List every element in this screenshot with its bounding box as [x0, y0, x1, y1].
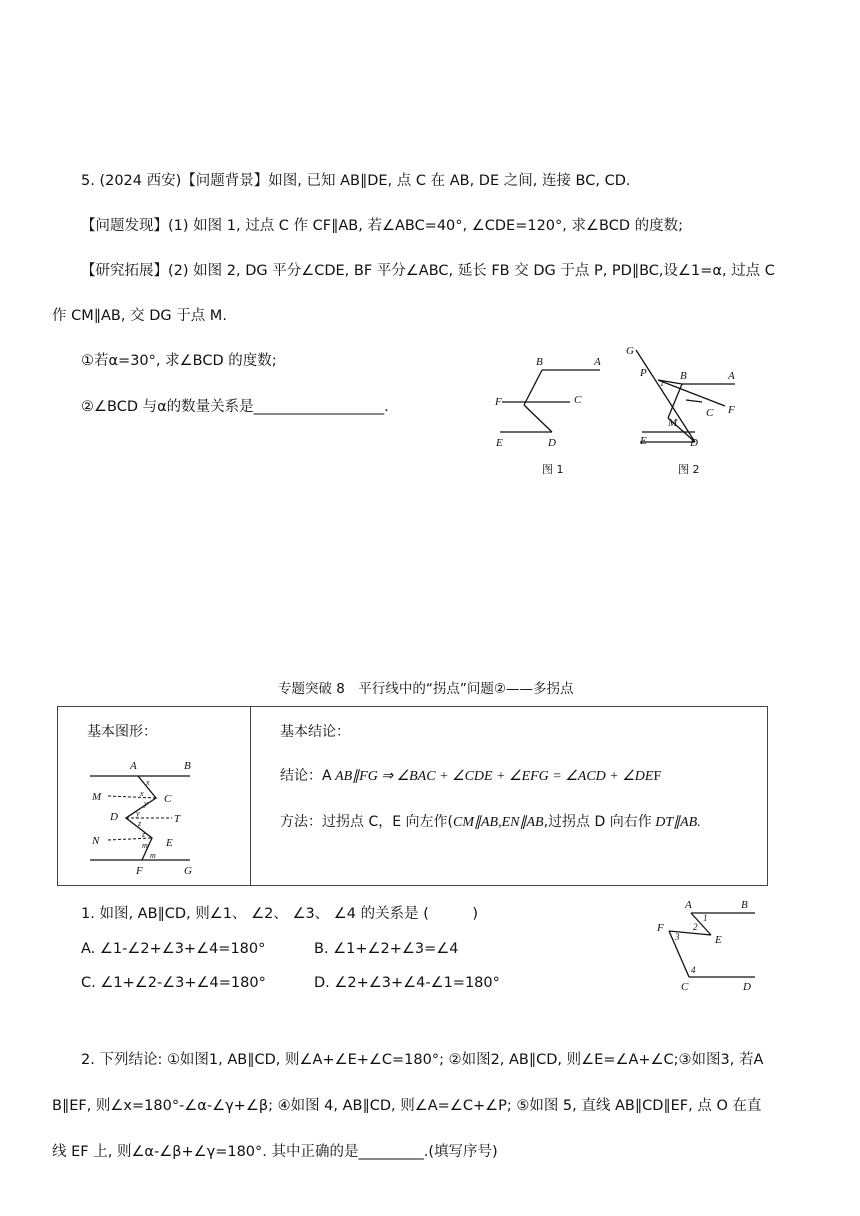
q1-stem: 1. 如图, AB∥CD, 则∠1、 ∠2、 ∠3、 ∠4 的关系是 ( ): [81, 906, 479, 922]
fig1-label-c: C: [574, 394, 582, 406]
q1-fig-label-2: 2: [693, 922, 698, 932]
fig2-label-g: G: [626, 345, 634, 357]
method-line: [280, 811, 701, 831]
q5-sub-1: ①若α=30°, 求∠BCD 的度数;: [81, 353, 277, 369]
conclusion-suffix: F: [653, 769, 662, 784]
method-mid: ,过拐点 D 向右作: [543, 814, 652, 830]
q2-line-2: B∥EF, 则∠x=180°-∠α-∠γ+∠β; ④如图 4, AB∥CD, 则∠A=∠C+∠P; ⑤如图 5, 直线 AB∥CD∥EF, 点 O 在直: [52, 1098, 762, 1114]
q1-fig-label-1: 1: [703, 913, 708, 923]
basic-angle-m2: m: [150, 851, 156, 860]
method-formula-1: CM∥AB,EN∥AB: [452, 815, 544, 830]
q5-line-2: 【问题发现】(1) 如图 1, 过点 C 作 CF∥AB, 若∠ABC=40°, ∠CDE=120°, 求∠BCD 的度数;: [81, 218, 683, 234]
fig2-label-e: E: [640, 435, 647, 447]
basic-label-n: N: [92, 835, 100, 847]
q1-fig-label-d: D: [743, 981, 751, 993]
fig2-label-d: D: [690, 437, 698, 449]
basic-label-d: D: [110, 811, 118, 823]
conclusion-prefix: 结论：A: [280, 768, 332, 784]
figure-1-diagram: [490, 350, 620, 455]
fig2-label-f: F: [728, 404, 735, 416]
figure-1-caption: 图 1: [542, 463, 564, 476]
basic-angle-z2: z: [142, 830, 146, 839]
q5-line-3: 【研究拓展】(2) 如图 2, DG 平分∠CDE, BF 平分∠ABC, 延长 FB 交 DG 于点 P, PD∥BC,设∠1=α, 过点 C: [81, 263, 775, 279]
q2-line-3: 线 EF 上, 则∠α-∠β+∠γ=180°. 其中正确的是_________.(填写序号): [52, 1144, 498, 1160]
basic-angle-y1: y: [144, 799, 148, 808]
q1-fig-label-3: 3: [675, 932, 680, 942]
basic-label-g: G: [184, 865, 192, 877]
basic-label-e: E: [166, 837, 173, 849]
q1-option-b: B. ∠1+∠2+∠3=∠4: [314, 941, 459, 957]
basic-label-m: M: [92, 791, 102, 803]
fig1-label-e: E: [496, 437, 503, 449]
box-divider: [250, 706, 251, 886]
q1-fig-label-c: C: [681, 981, 689, 993]
method-prefix: 方法：过拐点 C，E 向左作(: [280, 814, 453, 830]
q5-line-4: 作 CM∥AB, 交 DG 于点 M.: [52, 308, 227, 324]
basic-label-t: T: [174, 813, 181, 825]
basic-angle-x2: x: [140, 789, 144, 798]
fig1-label-d: D: [548, 437, 556, 449]
method-formula-2: DT∥AB.: [655, 815, 701, 830]
section-title: 专题突破 8 平行线中的“拐点”问题②——多拐点: [278, 681, 574, 697]
basic-label-c: C: [164, 793, 172, 805]
figure-2-caption: 图 2: [678, 463, 700, 476]
basic-angle-m1: m: [142, 841, 148, 850]
basic-angle-y2: y: [136, 809, 140, 818]
fig1-label-a: A: [594, 356, 601, 368]
basic-conclusion-heading: 基本结论：: [280, 724, 350, 740]
fig2-label-b: B: [680, 370, 687, 382]
basic-angle-x1: x: [146, 778, 150, 787]
q1-option-c: C. ∠1+∠2-∠3+∠4=180°: [81, 975, 266, 991]
fig2-label-c: C: [706, 407, 714, 419]
q1-fig-label-a: A: [685, 899, 692, 911]
figure-2-diagram: [620, 340, 750, 455]
q1-fig-label-e: E: [715, 934, 722, 946]
conclusion-line: [280, 765, 661, 785]
fig1-label-f: F: [495, 396, 502, 408]
q1-option-a: A. ∠1-∠2+∠3+∠4=180°: [81, 941, 266, 957]
q5-sub-2: ②∠BCD 与α的数量关系是__________________.: [81, 399, 389, 415]
q2-line-1: 2. 下列结论: ①如图1, AB∥CD, 则∠A+∠E+∠C=180°; ②如图2, AB∥CD, 则∠E=∠A+∠C;③如图3, 若A: [81, 1052, 764, 1068]
q1-figure: [645, 893, 765, 995]
fig2-label-1: 1: [660, 379, 664, 388]
fig1-label-b: B: [536, 356, 543, 368]
q1-fig-label-b: B: [741, 899, 748, 911]
basic-zigzag-diagram: [80, 756, 220, 881]
fig2-label-p: P: [640, 367, 647, 379]
q1-option-d: D. ∠2+∠3+∠4-∠1=180°: [314, 975, 500, 991]
q5-line-1: 5. (2024 西安)【问题背景】如图, 已知 AB∥DE, 点 C 在 AB, DE 之间, 连接 BC, CD.: [81, 173, 631, 189]
q1-fig-label-4: 4: [691, 965, 696, 975]
conclusion-formula: AB∥FG ⇒ ∠BAC + ∠CDE + ∠EFG = ∠ACD + ∠DE: [335, 769, 654, 784]
basic-label-a: A: [130, 760, 137, 772]
basic-label-f: F: [136, 865, 143, 877]
fig2-label-m: M: [668, 417, 678, 429]
basic-label-b: B: [184, 760, 191, 772]
fig2-label-a: A: [728, 370, 735, 382]
basic-figure-heading: 基本图形：: [87, 724, 157, 740]
basic-angle-z1: z: [138, 819, 142, 828]
q1-fig-label-f: F: [657, 922, 664, 934]
